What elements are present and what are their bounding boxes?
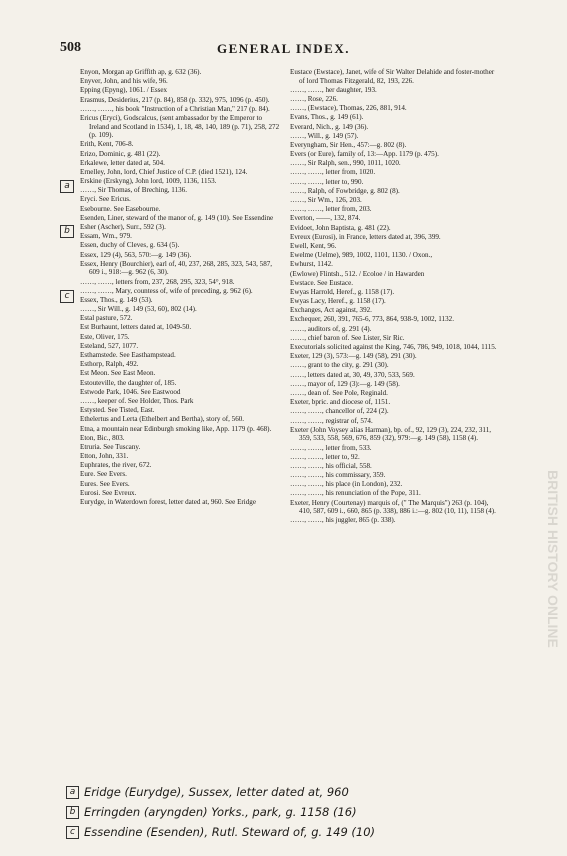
index-entry: Essen, duchy of Cleves, g. 634 (5). [80,241,180,250]
index-entry: Evidoet, John Baptista, g. 481 (22). [290,223,391,232]
index-entry: Everyngham, Sir Hen., 457:—g. 802 (8). [290,140,407,149]
index-entry: ……, dean of. See Pole, Reginald. [290,388,388,397]
index-entry: Evers (or Eure), family of, 13:—App. 1179 (p. 475). [290,150,439,159]
index-entry: Enyon, Morgan ap Griffith ap, g. 632 (36). [80,68,202,76]
index-entry: Essex, Henry (Bourchier), earl of, 40, 237, 268, 285, 323, 543, 587, 609 i., 918:—g. 962 (6, 30). [80,259,273,277]
index-entry: Eurosi. See Evreux. [80,488,137,497]
footnote-c [66,822,546,842]
index-entry: Ewyas Lacy, Heref., g. 1158 (17). [290,297,386,306]
index-entry: Erith, Kent, 706-8. [80,140,134,149]
index-entry: Eustace (Ewstace), Janet, wife of Sir Walter Delahide and foster-mother of lord Thomas Fitzgerald, 82, 193, 226. [290,68,495,85]
index-entry: Estysted. See Tisted, East. [80,406,155,415]
index-entry: Everard, Nich., g. 149 (36). [290,122,369,131]
index-entry: Exeter, 129 (3), 573:—g. 149 (58), 291 (30). [290,352,417,361]
index-entry: Exeter, bpric. and diocese of, 1151. [290,398,391,407]
index-entry: Ernelley, John, lord, Chief Justice of C.P. (died 1521), 124. [80,167,248,176]
page-header [0,40,567,64]
index-entry: ……, ……, his renunciation of the Pope, 311. [290,489,421,498]
index-entry: Essex, Thos., g. 149 (53). [80,295,153,304]
handwritten-footnotes [66,782,546,842]
index-entry: Esher (Ascher), Surr., 592 (3). [80,223,166,231]
index-entry: ……, Sir Ralph, sen., 990, 1011, 1020. [290,159,401,168]
index-entry: ……, ……, his juggler, 865 (p. 338). [290,516,396,525]
index-entry: (Ewlowe) Flintsh., 512. / Ecoloe / in Hawarden [290,269,425,278]
index-entry: Estwode Park, 1046. See Eastwood [80,387,181,396]
index-entry: Ethelertus and Lerta (Ethelbert and Bertha), story of, 560. [80,415,245,424]
index-entry: Esthorp, Ralph, 492. [80,360,139,369]
page-title: GENERAL INDEX. [217,41,350,56]
index-entry: Executorials solicited against the King, 746, 786, 949, 1018, 1044, 1115. [290,343,497,352]
index-entry: ……, ……, letter to, 92. [290,452,360,461]
index-entry: Enyver, John, and his wife, 96. [80,77,168,86]
index-entry: Ewell, Kent, 96. [290,241,337,250]
index-entry: Esenden, Liner, steward of the manor of, g. 149 (10). See Essendine [80,213,274,222]
index-entry: ……, grant to the city, g. 291 (30). [290,361,389,370]
index-entry: Este, Oliver, 175. [80,332,130,341]
index-entry: Erizo, Dominic, g. 481 (22). [80,149,161,158]
index-entry: Esthamstede. See Easthampstead. [80,351,176,360]
watermark: BRITISH HISTORY ONLINE [545,470,561,648]
index-entry: Ewyas Harrold, Heref., g. 1158 (17). [290,287,395,296]
index-entry: Estouteville, the daughter of, 185. [80,378,177,387]
index-entry: Erskine (Erskyng), John lord, 1009, 1136, 1153. [80,177,217,186]
index-entry: ……, Ralph, of Fowbridge, g. 802 (8). [290,186,400,195]
footnote-mark: b [66,806,79,819]
index-entry: ……, ……, Mary, countess of, wife of preceding, g. 962 (6). [80,286,253,295]
index-entry: Eures. See Evers. [80,479,130,488]
index-entry: ……, Will., g. 149 (57). [290,131,359,140]
index-entry: ……, Sir Will., g. 149 (53, 60), 802 (14). [80,305,197,314]
margin-mark-b: b [60,225,74,238]
index-entry: Esebourne. See Easebourne. [80,204,161,213]
margin-mark-c: c [60,290,74,303]
index-entry: ……, mayor of, 129 (3):—g. 149 (58). [290,379,400,388]
index-entry: ……, ……, registrar of, 574. [290,416,373,425]
index-entry: ……, keeper of. See Holder, Thos. Park [80,396,194,405]
index-entry: Euphrates, the river, 672. [80,461,152,470]
footnote-text: Essendine (Esenden), Rutl. Steward of, g. 149 (10) [84,825,376,839]
index-entry: Essex, 129 (4), 563, 570:—g. 149 (36). [80,250,192,259]
index-entry: Est Burhaunt, letters dated at, 1049-50. [80,323,192,332]
index-entry: Etton, John, 331. [80,452,129,461]
footnote-b [66,802,546,822]
index-entry: Exchanges, Act against, 392. [290,306,372,315]
index-entry: Evreux (Eurosi), in France, letters dated at, 396, 399. [290,232,441,241]
index-entry: Esteland, 527, 1077. [80,341,139,350]
index-entry: ……, ……, his place (in London), 232. [290,480,403,489]
right-index-column [290,68,500,526]
index-entry: Essam, Wm., 979. [80,232,132,241]
index-entry: ……, (Ewstace), Thomas, 226, 881, 914. [290,104,407,113]
index-entry: Etna, a mountain near Edinburgh smoking like, App. 1179 (p. 468). [80,424,272,433]
index-entry: ……, Sir Wm., 126, 203. [290,196,362,205]
index-entry: ……, chief baron of. See Lister, Sir Ric. [290,333,405,342]
index-entry: ……, letters dated at, 30, 49, 370, 533, 569. [290,370,415,379]
index-entry: Eurydge, in Waterdown forest, letter dated at, 960. See Eridge [80,498,256,507]
index-entry: Epping (Epyng), 1061. / Essex [80,86,168,95]
index-entry: Erkalewe, letter dated at, 504. [80,158,165,167]
index-entry: Eton, Bic., 803. [80,433,125,442]
index-entry: Etruria. See Tuscany. [80,442,141,451]
index-entry: Ericus (Eryci), Godscalcus, (sent ambassador by the Emperor to Ireland and Scotland in 1534), 1, 18, 48, 140, 189 (p. 71), 258, 272 (p. 109). [80,113,280,140]
index-entry: Eure. See Evers. [80,470,127,479]
index-entry: ……, ……, her daughter, 193. [290,85,377,94]
index-entry: ……, Rose, 226. [290,94,338,103]
index-entry: ……, ……, his book "Instruction of a Christian Man," 217 (p. 84). [80,104,270,113]
index-entry: ……, ……, letter from, 203. [290,205,372,214]
index-entry: Ewhurst, 1142. [290,260,333,269]
index-entry: ……, ……, letter to, 990. [290,177,364,186]
index-entry: Eryci. See Ericus. [80,195,131,204]
index-entry: Exeter (John Voysey alias Harman), bp. of., 92, 129 (3), 224, 232, 311, 359, 533, 558, 569, 676, 859 (32), 979:—g. 149 (58), 1158 (4). [290,425,492,443]
page-number: 508 [60,40,81,55]
index-entry: Everton, ——, 132, 874. [290,214,361,223]
index-entry: Estal pasture, 572. [80,314,133,323]
footnote-mark: a [66,786,79,799]
footnote-a [66,782,546,802]
footnote-text: Erringden (aryngden) Yorks., park, g. 1158 (16) [84,805,357,819]
index-entry: Exchequer, 260, 391, 765-6, 773, 864, 938-9, 1002, 1132. [290,315,454,324]
index-entry: Ewstace. See Eustace. [290,278,354,287]
margin-mark-a: a [60,180,74,193]
index-entry: ……, ……, chancellor of, 224 (2). [290,407,389,416]
index-entry: ……, Sir Thomas, of Breching, 1136. [80,186,187,195]
index-entry: ……, ……, letter from, 1020. [290,168,376,177]
index-entry: ……, auditors of, g. 291 (4). [290,324,372,333]
footnote-text: Eridge (Eurydge), Sussex, letter dated at, 960 [84,785,349,799]
index-entry: ……, ……, letters from, 237, 268, 295, 323, 54°, 918. [80,277,235,286]
index-entry: Est Meon. See East Meon. [80,369,156,378]
footnote-mark: c [66,826,79,839]
index-entry: ……, ……, his official, 558. [290,461,372,470]
index-entry: Evans, Thos., g. 149 (61). [290,113,364,122]
index-entry: Erasmus, Desiderius, 217 (p. 84), 858 (p. 332), 975, 1096 (p. 450). [80,95,270,104]
index-entry: Exeter, Henry (Courtenay) marquis of, (" The Marquis") 263 (p. 104), 410, 587, 609 i., 660, 865 (p. 338), 886 i.:—g. 802 (10, 11), 1158 (4). [290,498,496,516]
index-entry: ……, ……, letter from, 533. [290,443,372,452]
left-index-column [80,68,280,507]
index-entry: ……, ……, his commissary, 359. [290,471,386,480]
index-entry: Ewelme (Uelme), 989, 1002, 1101, 1130. / Oxon., [290,251,433,260]
